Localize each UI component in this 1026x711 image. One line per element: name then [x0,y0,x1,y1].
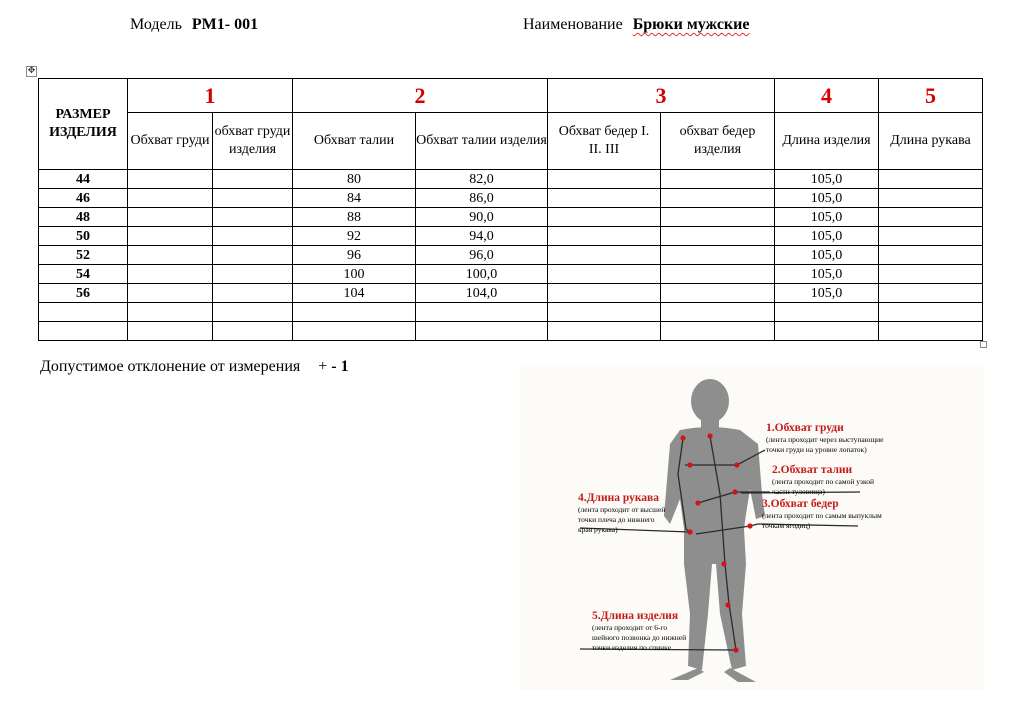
table-cell [661,246,775,265]
label-waist-desc-2: части туловища) [772,487,825,496]
label-sleeve [578,492,665,535]
label-length-desc-1: (лента проходит от 6-го [592,623,668,632]
table-cell [128,284,213,303]
label-chest-title: 1.Обхват груди [766,422,844,434]
table-move-handle-icon[interactable]: ✥ [27,66,36,76]
table-cell: 80 [293,170,416,189]
table-cell: 105,0 [775,170,879,189]
table-cell [879,246,983,265]
table-cell [213,322,293,341]
label-hips-title: 3.Обхват бедер [762,498,839,510]
table-cell [661,303,775,322]
table-cell [661,208,775,227]
group-number-row [39,79,983,113]
table-cell [879,322,983,341]
group-number-2: 2 [293,79,548,113]
table-cell [548,284,661,303]
table-cell: 88 [293,208,416,227]
label-sleeve-desc-1: (лента проходит от высшей [578,505,666,514]
table-cell [879,227,983,246]
table-cell: 100 [293,265,416,284]
label-chest [766,422,883,455]
model-value: PM1- 001 [191,16,259,33]
table-cell [416,303,548,322]
label-hips-desc-2: точкам ягодиц) [762,521,811,530]
table-row [39,170,983,189]
product-name-label: Наименование [523,16,623,33]
label-waist-title: 2.Обхват талии [772,464,853,476]
table-cell [879,284,983,303]
table-cell [548,246,661,265]
table-cell [213,246,293,265]
table-cell [293,303,416,322]
table-row [39,208,983,227]
table-cell [661,227,775,246]
table-cell: 105,0 [775,284,879,303]
table-cell [879,303,983,322]
product-name-header [523,16,749,34]
table-cell: 105,0 [775,246,879,265]
table-cell [128,189,213,208]
size-cell: 44 [39,170,128,189]
table-row [39,265,983,284]
col-garment-length: Длина изделия [775,113,879,170]
table-cell [879,189,983,208]
label-hips [762,498,882,531]
label-sleeve-title: 4.Длина рукава [578,492,660,504]
table-row [39,303,983,322]
table-cell [213,265,293,284]
table-cell: 104 [293,284,416,303]
table-cell [548,303,661,322]
table-cell [661,170,775,189]
table-row [39,227,983,246]
model-header [130,16,258,34]
col-waist-garment: Обхват талии изделия [416,113,548,170]
group-number-4: 4 [775,79,879,113]
table-cell: 94,0 [416,227,548,246]
col-hips-garment: обхват бедер изделия [661,113,775,170]
col-waist: Обхват талии [293,113,416,170]
table-cell [879,265,983,284]
table-cell [661,322,775,341]
size-table [38,78,983,341]
label-length-title: 5.Длина изделия [592,610,679,622]
group-number-3: 3 [548,79,775,113]
table-cell: 105,0 [775,208,879,227]
table-cell [548,227,661,246]
table-cell [548,322,661,341]
label-length-desc-2: шейного позвонка до нижней [592,633,687,642]
tolerance-minus: - 1 [331,358,349,375]
table-cell [661,265,775,284]
col-hips [548,113,661,170]
tolerance-plus: + [318,358,328,375]
table-cell [775,322,879,341]
size-cell [39,322,128,341]
table-cell [213,284,293,303]
table-cell [213,208,293,227]
col-chest-garment: обхват груди изделия [213,113,293,170]
table-row [39,189,983,208]
size-cell: 50 [39,227,128,246]
table-cell [128,303,213,322]
table-cell: 96,0 [416,246,548,265]
label-chest-desc-2: точки груди на уровне лопаток) [766,445,867,454]
table-cell [128,322,213,341]
table-row [39,284,983,303]
table-cell: 105,0 [775,189,879,208]
tolerance-note [40,358,349,376]
group-number-1: 1 [128,79,293,113]
size-cell: 54 [39,265,128,284]
table-cell: 96 [293,246,416,265]
size-cell: 48 [39,208,128,227]
table-cell [213,189,293,208]
table-cell [128,246,213,265]
table-cell [128,170,213,189]
product-name-value: Брюки мужские [632,16,750,33]
table-row [39,322,983,341]
model-label: Модель [130,16,182,33]
label-sleeve-desc-2: точки плеча до нижнего [578,515,655,524]
table-cell: 104,0 [416,284,548,303]
table-cell: 86,0 [416,189,548,208]
table-body [39,170,983,341]
table-cell [775,303,879,322]
group-number-5: 5 [879,79,983,113]
label-waist [772,464,874,497]
table-cell [213,170,293,189]
size-cell: 46 [39,189,128,208]
table-cell [879,170,983,189]
table-cell [548,208,661,227]
size-cell: 52 [39,246,128,265]
label-waist-desc-1: (лента проходит по самой узкой [772,477,874,486]
table-cell: 90,0 [416,208,548,227]
table-row [39,246,983,265]
table-cell [661,284,775,303]
label-chest-desc-1: (лента проходит через выступающие [766,435,884,444]
column-label-row [39,113,983,170]
table-cell [293,322,416,341]
table-cell [548,170,661,189]
table-cell [128,265,213,284]
table-cell: 82,0 [416,170,548,189]
table-cell: 105,0 [775,227,879,246]
tolerance-label: Допустимое отклонение от измерения [40,358,301,375]
tolerance-value [318,358,348,375]
col-chest: Обхват груди [128,113,213,170]
size-cell: 56 [39,284,128,303]
table-cell [661,189,775,208]
table-cell: 92 [293,227,416,246]
table-cell [213,303,293,322]
size-cell [39,303,128,322]
measurement-figure [520,364,984,690]
label-length-desc-3: точки изделия по спинке [592,643,671,652]
label-length [592,610,686,653]
table-cell: 84 [293,189,416,208]
col-sleeve-length: Длина рукава [879,113,983,170]
table-cell [128,208,213,227]
table-cell [548,189,661,208]
label-hips-desc-1: (лента проходит по самым выпуклым [762,511,882,520]
table-cell [548,265,661,284]
table-cell: 100,0 [416,265,548,284]
table-cell [128,227,213,246]
label-sleeve-desc-3: края рукава) [578,525,618,534]
table-resize-handle[interactable] [980,341,987,348]
table-cell [213,227,293,246]
table-cell [416,322,548,341]
table-cell: 105,0 [775,265,879,284]
size-column-header: РАЗМЕР ИЗДЕЛИЯ [39,79,128,170]
col-hips-text: Обхват бедер I. II. III [558,124,650,157]
table-cell [879,208,983,227]
